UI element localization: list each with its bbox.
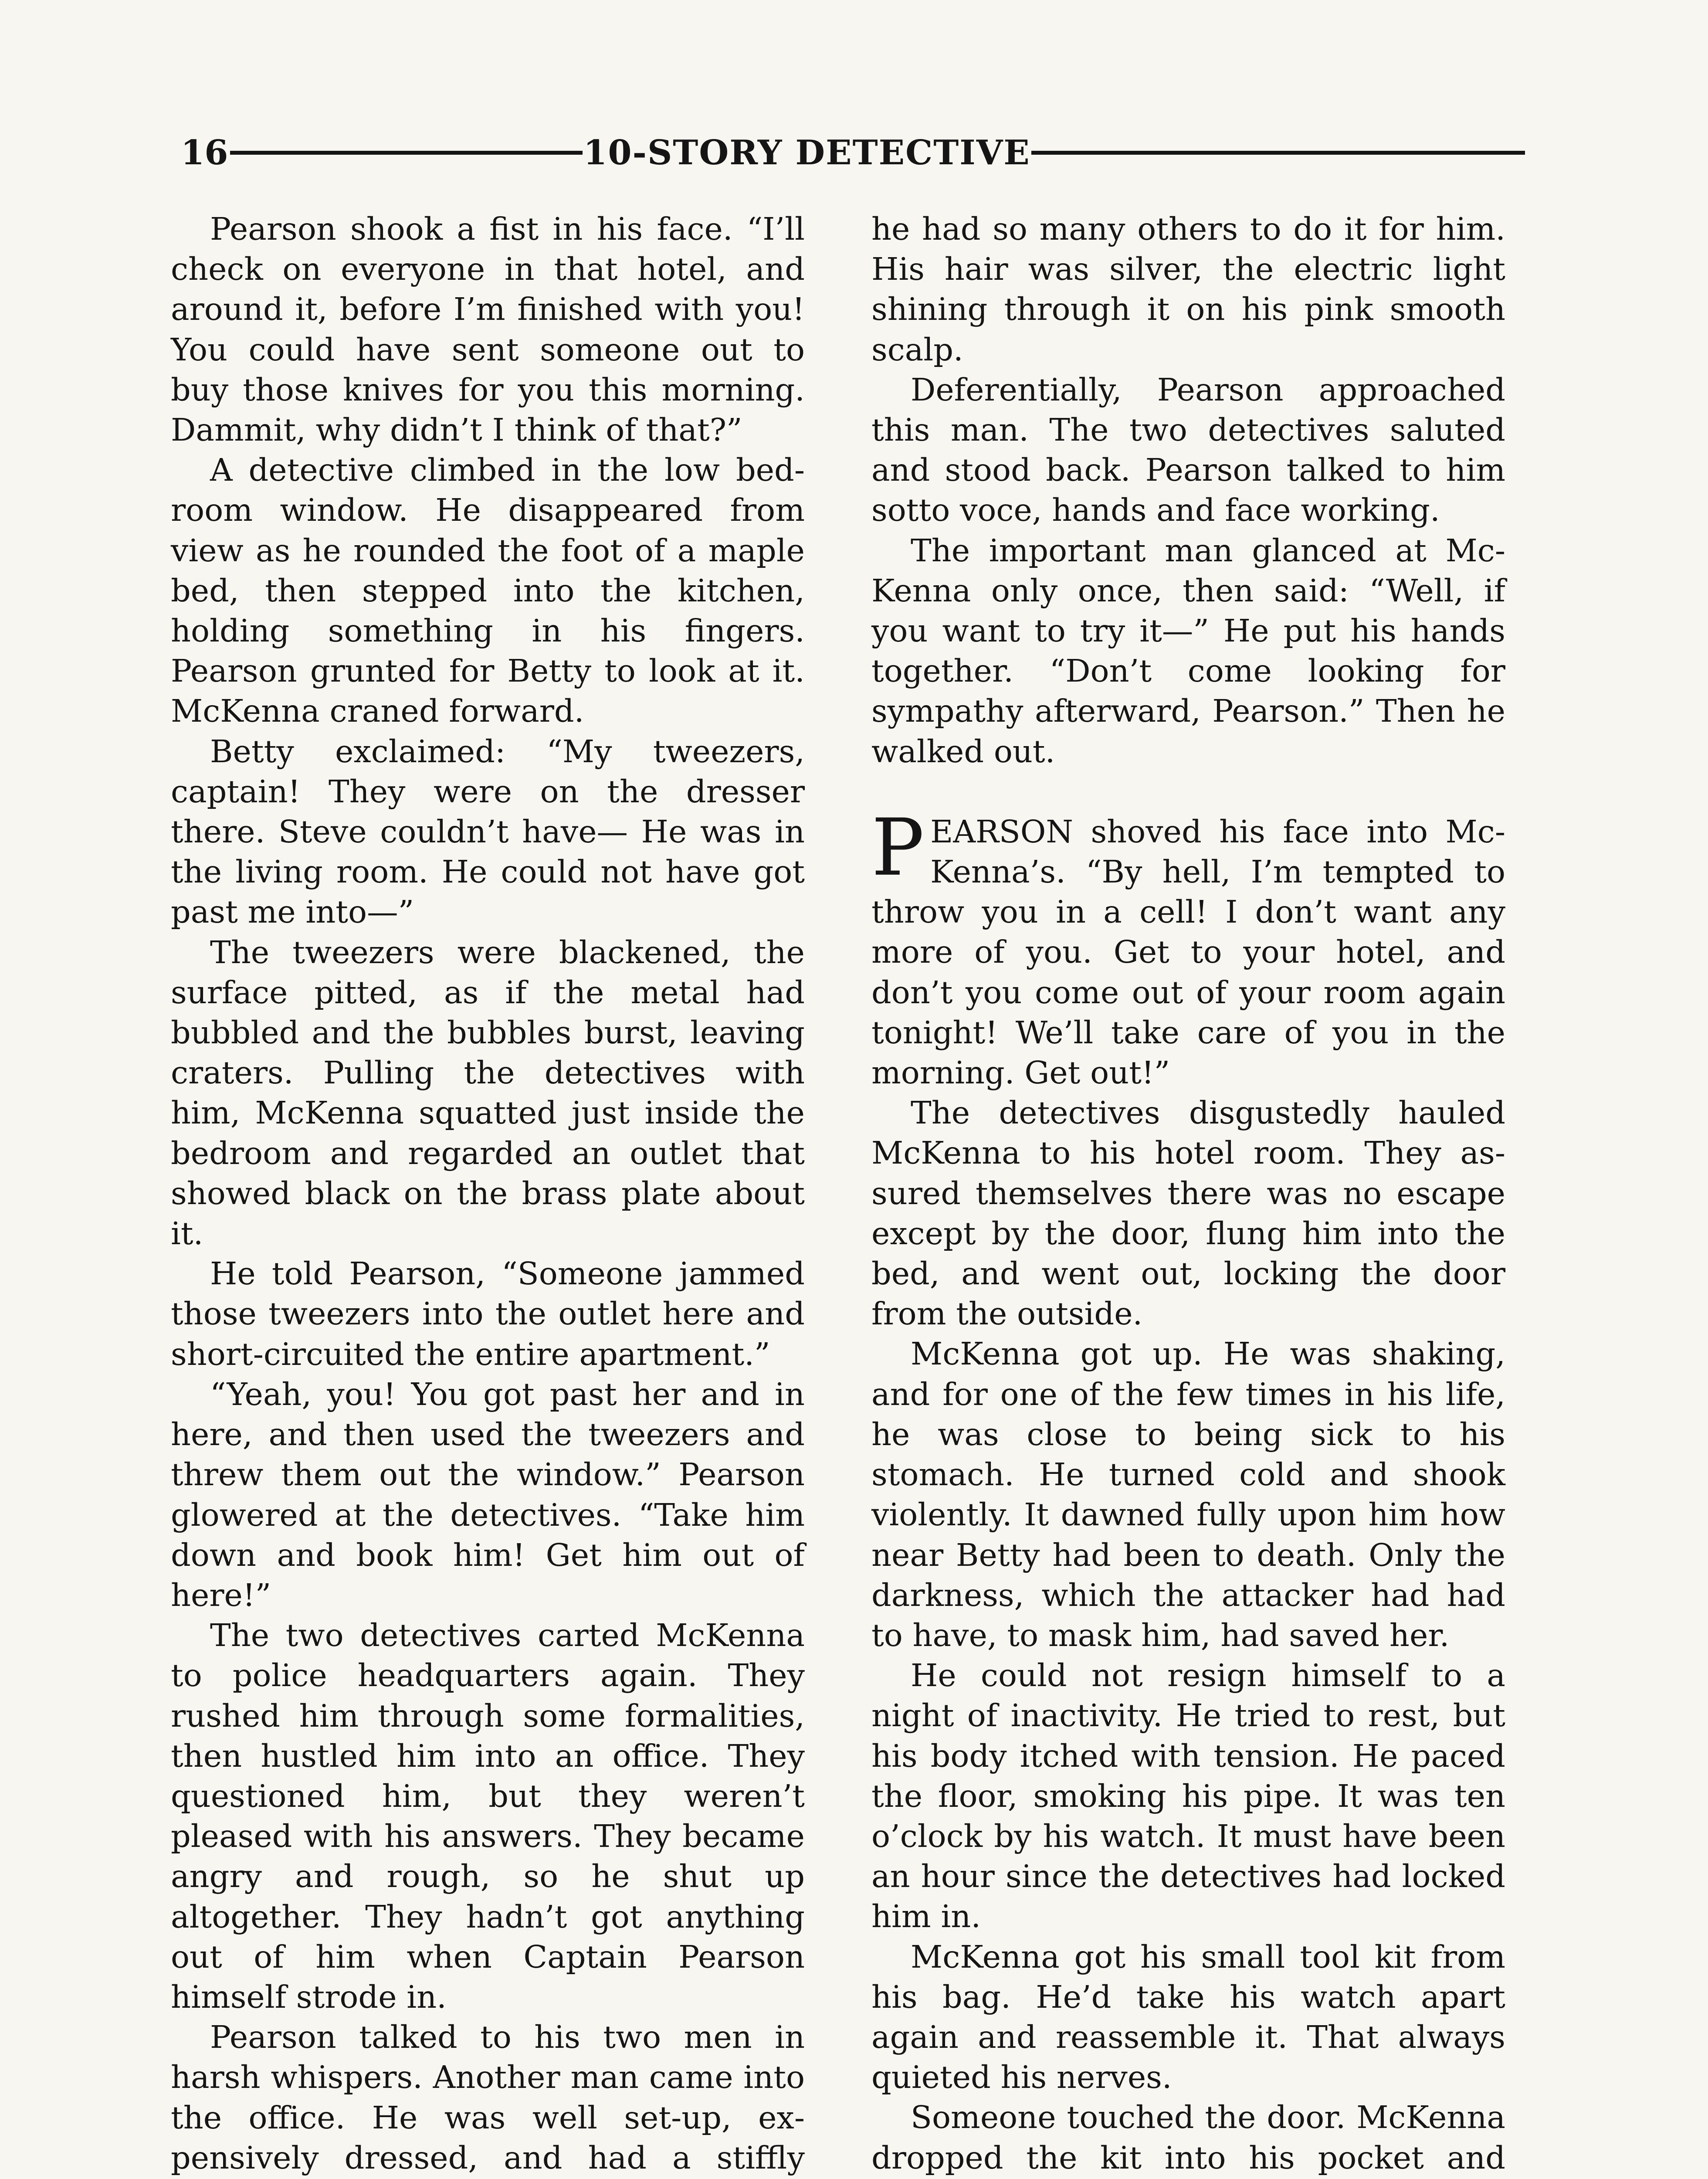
paragraph: “Yeah, you! You got past her and in here, and then used the tweezers and threw them out the window.” Pearson glowered at the detectives. “Take him down and book him! Get him out of here!” xyxy=(171,1376,805,1613)
section-opening-paragraph xyxy=(871,802,1505,1093)
paragraph: The important man glanced at McKenna only once, then said: “Well, if you want to try it—” He put his hands together. “Don’t come looking for sympathy afterward, Pearson.” Then he walked out. xyxy=(871,532,1505,770)
paragraph: The tweezers were blackened, the surface pitted, as if the metal had bubbled and the bubbles burst, leaving craters. Pulling the detectives with him, McKenna squatted just inside the bedroom and regarded an outlet that showed black on the brass plate about it. xyxy=(171,934,805,1252)
page-number: 16 xyxy=(181,132,228,173)
page-header xyxy=(181,129,1525,176)
right-column xyxy=(871,209,1505,2179)
paragraph: Deferentially, Pearson approached this man. The two detectives saluted and stood back. Pearson talked to him sotto voce, hands and face working. xyxy=(871,371,1505,529)
paragraph: he had so many others to do it for him. His hair was silver, the electric light shining through it on his pink smooth scalp. xyxy=(871,211,1505,368)
drop-cap: P xyxy=(871,802,925,893)
paragraph: A detective climbed in the low bedroom window. He disappeared from view as he rounded the foot of a maple bed, then stepped into the kitchen, holding something in his fingers. Pearson grunted for Betty to look at it. McKenna craned forward. xyxy=(171,452,805,730)
paragraph: He told Pearson, “Someone jammed those tweezers into the outlet here and short-circuited the entire apartment.” xyxy=(171,1256,805,1372)
paragraph: He could not resign himself to a night of inactivity. He tried to rest, but his body itched with tension. He paced the floor, smoking his pipe. It was ten o’clock by his watch. It must have been an hour since the detectives had locked him in. xyxy=(871,1657,1505,1935)
paragraph: Pearson talked to his two men in harsh whispers. Another man came into the office. He was well set-up, expensively dressed, and had a stiffly xyxy=(171,2019,805,2176)
running-title: 10-STORY DETECTIVE xyxy=(583,132,1030,173)
paragraph: Pearson shook a fist in his face. “I’ll check on everyone in that hotel, and around it, before I’m finished with you! You could have sent someone out to buy those knives for you this morning. Dammit, why didn’t I think of that?” xyxy=(171,211,805,448)
paragraph: McKenna got his small tool kit from his bag. He’d take his watch apart again and reassemble it. That always quieted his nerves. xyxy=(871,1938,1505,2096)
left-column xyxy=(171,209,805,2179)
paragraph: McKenna got up. He was shaking, and for one of the few times in his life, he was close to being sick to his stomach. He turned cold and shook violently. It dawned fully upon him how near Betty had been to death. Only the darkness, which the attacker had had to have, to mask him, had saved her. xyxy=(871,1336,1505,1653)
header-rule-left xyxy=(230,151,583,155)
paragraph: Someone touched the door. McKenna dropped the kit into his pocket and xyxy=(871,2099,1505,2176)
section-opening-text: EARSON shoved his face into McKenna’s. “By hell, I’m tempted to throw you in a cell! I don’t want any more of you. Get to your hotel, and don’t you come out of your room again tonight! We’ll take care of you in the morning. Get out!” xyxy=(871,813,1505,1091)
paragraph: Betty exclaimed: “My tweezers, captain! They were on the dresser there. Steve couldn’t have— He was in the living room. He could not have got past me into—” xyxy=(171,733,805,930)
header-rule-right xyxy=(1031,151,1525,155)
paragraph: The detectives disgustedly hauled McKenna to his hotel room. They assured themselves there was no escape except by the door, flung him into the bed, and went out, locking the door from the outside. xyxy=(871,1095,1505,1332)
paragraph: The two detectives carted McKenna to police headquarters again. They rushed him through some formalities, then hustled him into an office. They questioned him, but they weren’t pleased with his answers. They became angry and rough, so he shut up altogether. They hadn’t got anything out of him when Captain Pearson himself strode in. xyxy=(171,1617,805,2015)
